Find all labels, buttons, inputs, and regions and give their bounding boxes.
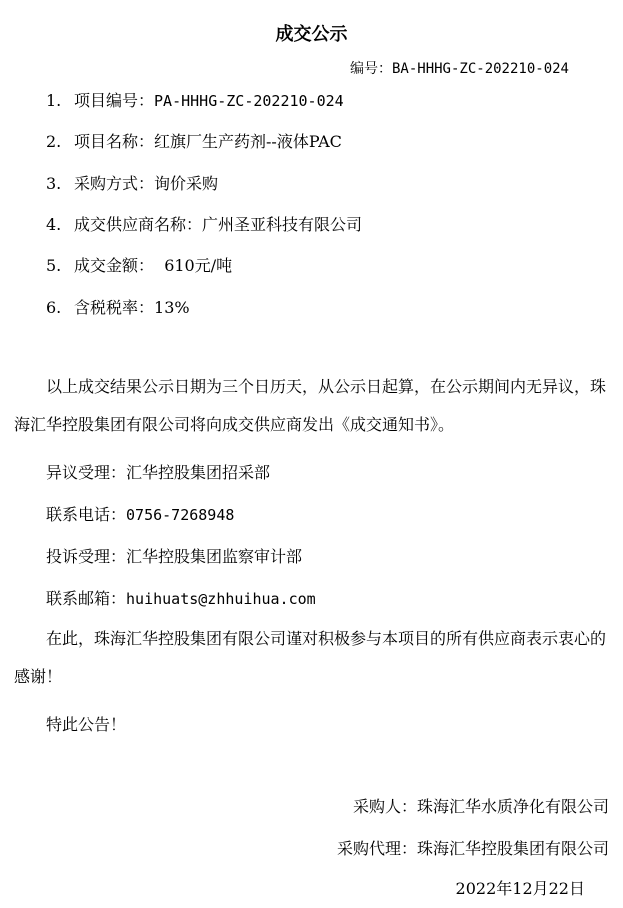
date-line: 2022年12月22日 [455, 879, 585, 898]
phone-value: 0756-7268948 [126, 506, 235, 524]
item-value: 610元/吨 [164, 256, 233, 275]
item-label: 项目编号： [74, 91, 155, 110]
item-value: 13% [154, 298, 190, 317]
item-deal-amount [46, 253, 232, 276]
buyer-label: 采购人： [352, 797, 417, 816]
thanks-text: 在此，珠海汇华控股集团有限公司谨对积极参与本项目的所有供应商表示衷心的感谢！ [14, 629, 607, 686]
objection-value: 汇华控股集团招采部 [126, 463, 271, 482]
item-tax-rate [46, 295, 190, 318]
document-number-value: BA-HHHG-ZC-202210-024 [391, 61, 569, 77]
agent-line [337, 836, 609, 859]
item-number: 5. [46, 256, 62, 275]
item-number: 1. [46, 91, 62, 110]
item-value: 红旗厂生产药剂--液体PAC [154, 132, 342, 151]
notice-paragraph [14, 368, 613, 444]
item-number: 4. [46, 215, 62, 234]
thanks-paragraph [14, 620, 613, 696]
item-value: 询价采购 [154, 174, 219, 193]
item-label: 含税税率： [74, 298, 155, 317]
item-label: 采购方式： [74, 174, 155, 193]
complaint-label: 投诉受理： [46, 547, 127, 566]
closing-line: 特此公告！ [46, 715, 127, 734]
document-number-label: 编号： [349, 61, 392, 77]
agent-label: 采购代理： [336, 839, 417, 858]
item-number: 6. [46, 298, 62, 317]
item-label: 成交供应商名称： [74, 215, 203, 234]
email-line [46, 586, 316, 609]
item-label: 成交金额： [74, 256, 155, 275]
notice-paragraph-text: 以上成交结果公示日期为三个日历天，从公示日起算，在公示期间内无异议，珠海汇华控股集团有限公司将向成交供应商发出《成交通知书》。 [14, 377, 607, 434]
email-label: 联系邮箱： [46, 589, 127, 608]
phone-label: 联系电话： [46, 505, 127, 524]
item-supplier-name [46, 212, 362, 235]
item-label: 项目名称： [74, 132, 155, 151]
phone-line [46, 502, 234, 525]
page-title: 成交公示 [275, 24, 348, 45]
item-number: 2. [46, 132, 62, 151]
email-value: huihuats@zhhuihua.com [126, 590, 316, 608]
objection-label: 异议受理： [46, 463, 127, 482]
item-procurement-method [46, 171, 218, 194]
agent-value: 珠海汇华控股集团有限公司 [416, 839, 609, 858]
item-project-name [46, 129, 342, 152]
item-project-number [46, 88, 344, 111]
document-number [350, 58, 569, 78]
item-number: 3. [46, 174, 62, 193]
objection-line [46, 460, 270, 483]
complaint-value: 汇华控股集团监察审计部 [126, 547, 303, 566]
item-value: PA-HHHG-ZC-202210-024 [154, 92, 344, 110]
complaint-line [46, 544, 302, 567]
buyer-line [353, 794, 609, 817]
item-value: 广州圣亚科技有限公司 [202, 215, 363, 234]
buyer-value: 珠海汇华水质净化有限公司 [416, 797, 609, 816]
